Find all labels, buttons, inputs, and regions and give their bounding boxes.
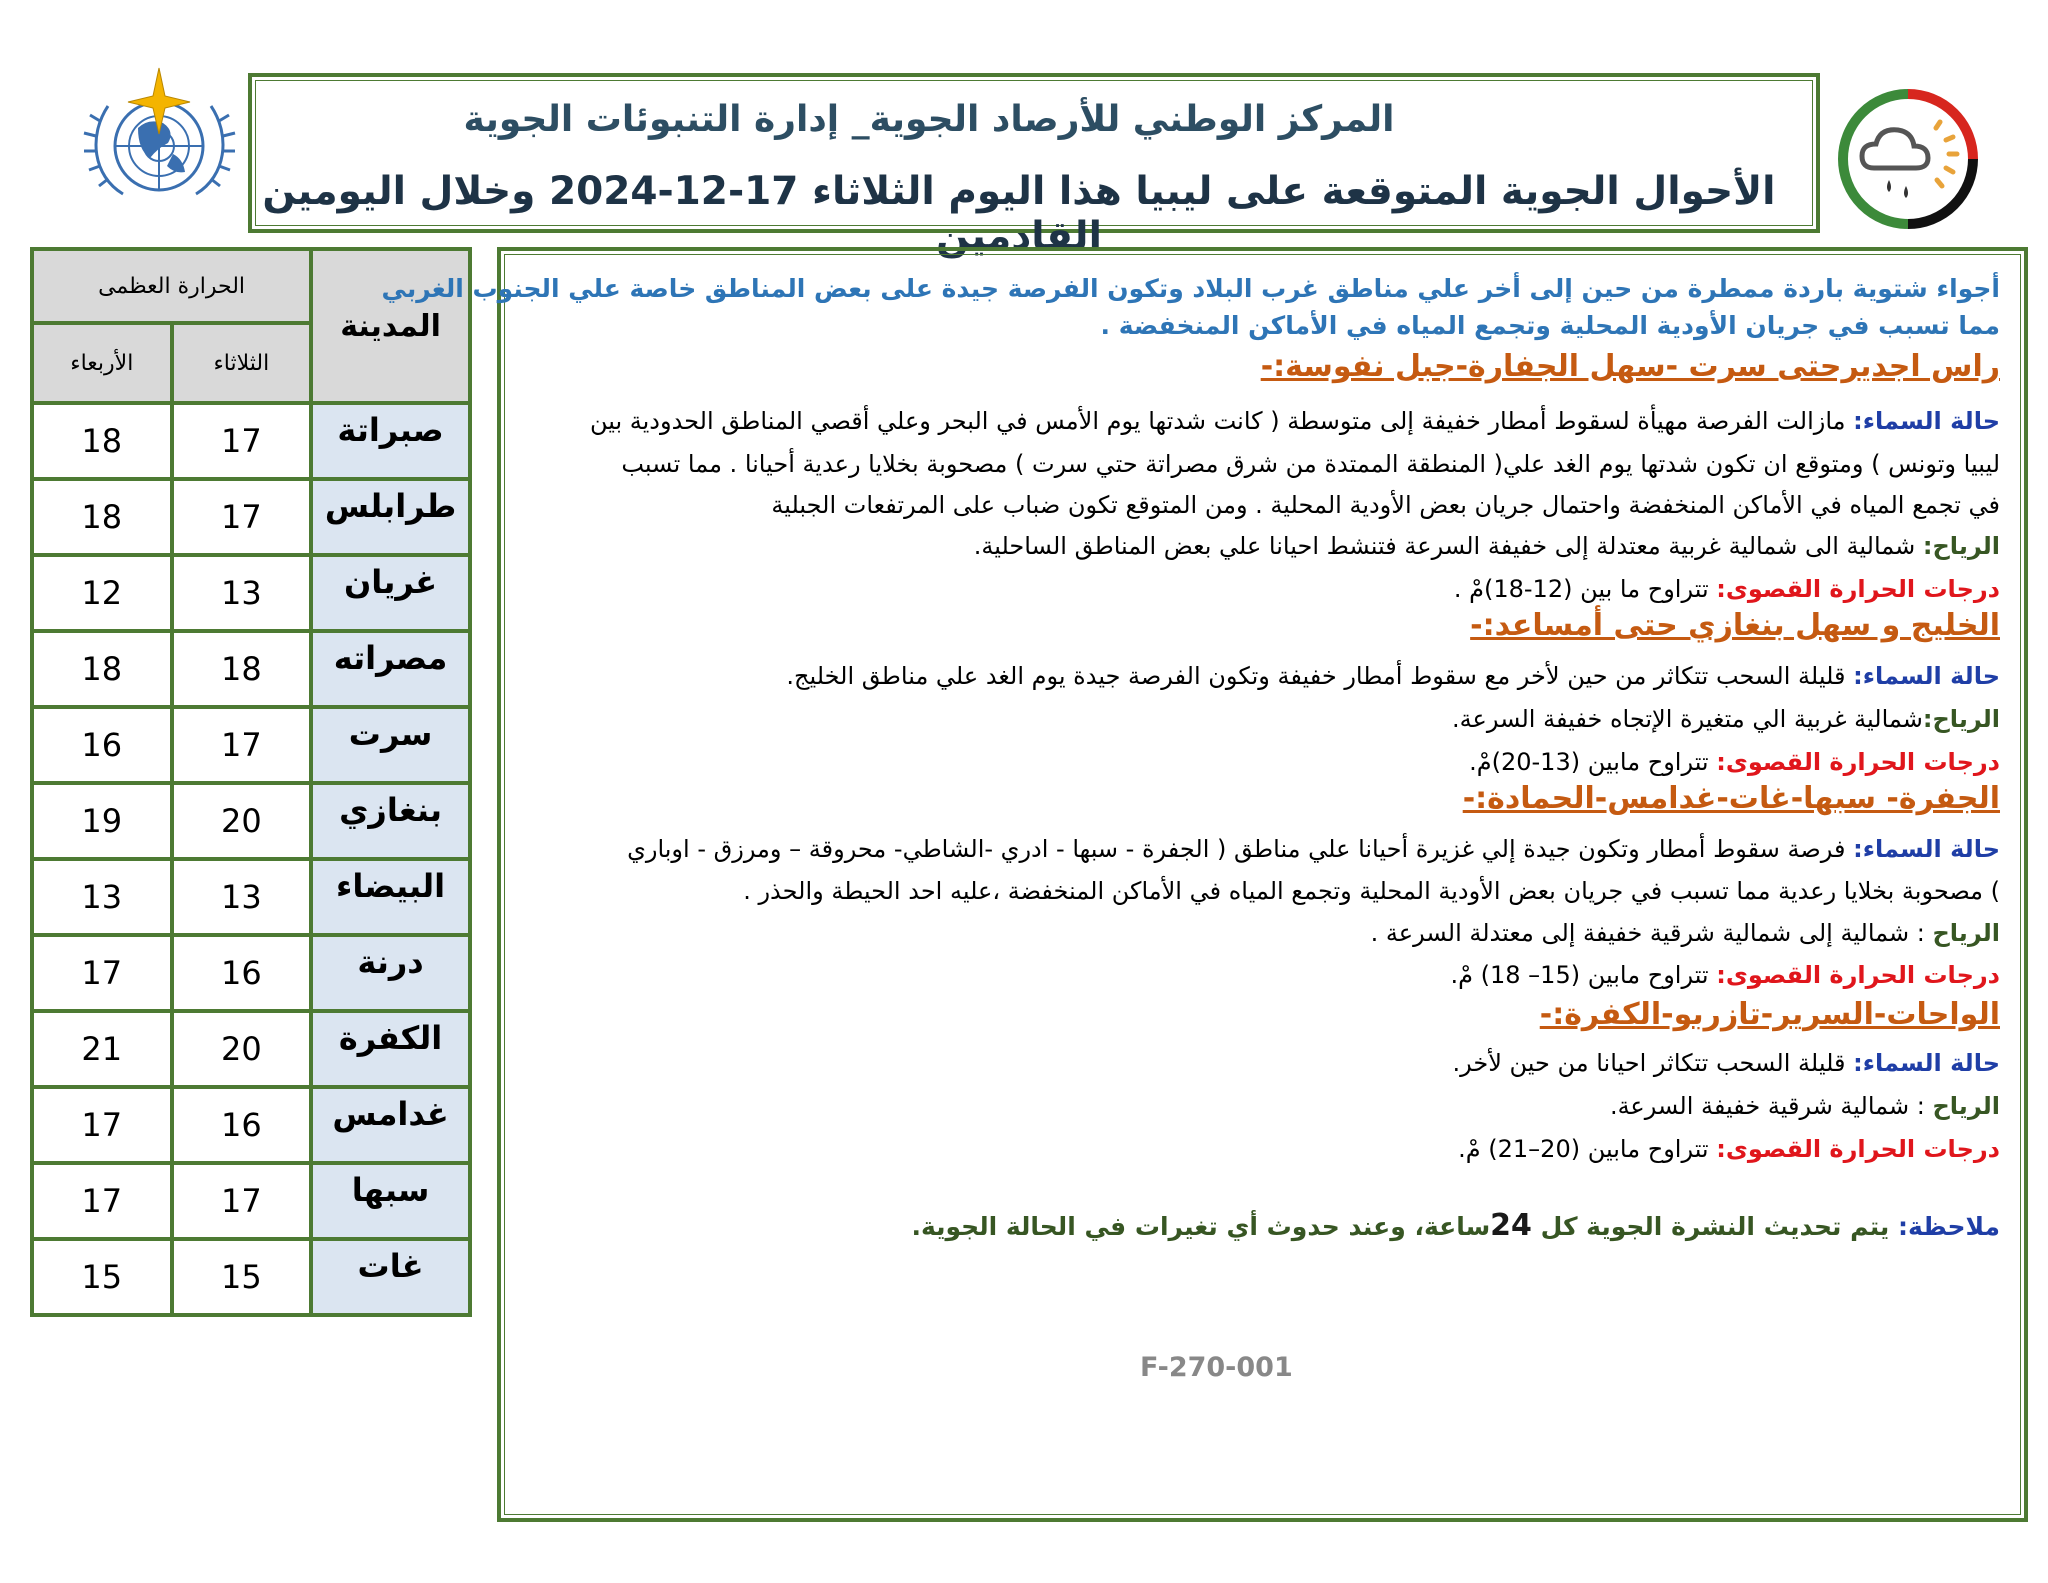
temp-line xyxy=(1454,573,2000,605)
temp-line xyxy=(1469,746,2000,778)
table-row xyxy=(32,555,470,631)
tuesday-temp: 16 xyxy=(172,935,312,1011)
city-name: سرت xyxy=(311,707,470,783)
city-column-header: المدينة xyxy=(311,249,470,403)
table-row xyxy=(32,783,470,859)
wednesday-temp: 15 xyxy=(32,1239,172,1315)
wednesday-temp: 17 xyxy=(32,1163,172,1239)
city-name: غدامس xyxy=(311,1087,470,1163)
wednesday-column-header: الأربعاء xyxy=(32,323,172,403)
table-row xyxy=(32,1087,470,1163)
city-name: غات xyxy=(311,1239,470,1315)
temp-label: درجات الحرارة القصوى: xyxy=(1716,961,2000,989)
tuesday-temp: 17 xyxy=(172,479,312,555)
temp-text: تتراوح مابين (20–21) مْ. xyxy=(1458,1135,1717,1163)
city-name: درنة xyxy=(311,935,470,1011)
wmo-logo-icon xyxy=(78,66,241,201)
wednesday-temp: 17 xyxy=(32,1087,172,1163)
temp-line xyxy=(1458,1133,2000,1165)
tuesday-temp: 20 xyxy=(172,1011,312,1087)
temp-label: درجات الحرارة القصوى: xyxy=(1716,575,2000,603)
sky-text: فرصة سقوط أمطار وتكون جيدة إلي غزيرة أحيانا علي مناطق ( الجفرة - سبها - ادري -الشاطي- محروقة – ومرزق - اوباري xyxy=(627,835,1854,863)
table-row xyxy=(32,1011,470,1087)
note-label: ملاحظة: xyxy=(1898,1212,2000,1241)
wind-line xyxy=(974,530,2000,562)
tuesday-temp: 17 xyxy=(172,1163,312,1239)
wednesday-temp: 18 xyxy=(32,479,172,555)
city-name: بنغازي xyxy=(311,783,470,859)
intro-line: أجواء شتوية باردة ممطرة من حين إلى أخر علي مناطق غرب البلاد وتكون الفرصة جيدة على بعض المناطق خاصة علي الجنوب الغربي xyxy=(381,274,2000,303)
temp-line xyxy=(1451,959,2001,991)
table-row xyxy=(32,479,470,555)
wind-text: : شمالية شرقية خفيفة السرعة. xyxy=(1609,1092,1933,1120)
sky-condition xyxy=(627,833,2000,865)
sky-text: قليلة السحب تتكاثر من حين لأخر مع سقوط أمطار خفيفة وتكون الفرصة جيدة يوم الغد علي مناطق الخليج. xyxy=(786,662,1854,690)
page-title: المركز الوطني للأرصاد الجوية_ إدارة التنبوئات الجوية xyxy=(463,99,1395,140)
sky-text: مازالت الفرصة مهيأة لسقوط أمطار خفيفة إلى متوسطة ( كانت شدتها يوم الأمس في البحر وعلي أقصي المناطق الحدودية بين xyxy=(589,407,1854,435)
cloud-rain-sun-icon xyxy=(1834,88,1982,230)
wednesday-temp: 18 xyxy=(32,631,172,707)
wednesday-temp: 21 xyxy=(32,1011,172,1087)
tuesday-temp: 20 xyxy=(172,783,312,859)
wind-label: الرياح xyxy=(1932,1092,2000,1120)
wind-line xyxy=(1371,917,2000,949)
form-code: F-270-001 xyxy=(1140,1352,1293,1383)
wednesday-temp: 19 xyxy=(32,783,172,859)
table-row xyxy=(32,935,470,1011)
sky-label: حالة السماء: xyxy=(1853,407,2000,435)
wind-label: الرياح: xyxy=(1922,705,2000,733)
wind-label: الرياح: xyxy=(1922,532,2000,560)
region-title: الواحات-السرير-تازربو-الكفرة:- xyxy=(1539,997,2000,1032)
temp-label: درجات الحرارة القصوى: xyxy=(1716,748,2000,776)
city-name: سبها xyxy=(311,1163,470,1239)
sky-condition xyxy=(1452,1047,2000,1079)
max-temperature-table xyxy=(30,247,472,1317)
note-hours: 24 xyxy=(1490,1208,1532,1243)
temp-text: تتراوح مابين (15– 18) مْ. xyxy=(1450,961,1717,989)
table-row xyxy=(32,403,470,479)
header-frame xyxy=(248,73,1820,259)
wind-text: : شمالية إلى شمالية شرقية خفيفة إلى معتدلة السرعة . xyxy=(1370,919,1933,947)
tuesday-temp: 17 xyxy=(172,403,312,479)
sky-condition xyxy=(786,660,2000,692)
note-text: يتم تحديث النشرة الجوية كل xyxy=(1531,1212,1898,1241)
temp-text: تتراوح ما بين (12-18)مْ . xyxy=(1453,575,1717,603)
city-name: صبراتة xyxy=(311,403,470,479)
wednesday-temp: 13 xyxy=(32,859,172,935)
tuesday-column-header: الثلاثاء xyxy=(172,323,312,403)
region-title: الخليج و سهل بنغازي حتى أمساعد:- xyxy=(1470,608,2000,643)
max-temp-header: الحرارة العظمى xyxy=(32,249,311,323)
sky-label: حالة السماء: xyxy=(1853,662,2000,690)
temp-label: درجات الحرارة القصوى: xyxy=(1716,1135,2000,1163)
note-text: ساعة، وعند حدوث أي تغيرات في الحالة الجوية. xyxy=(911,1212,1491,1241)
wednesday-temp: 12 xyxy=(32,555,172,631)
tuesday-temp: 13 xyxy=(172,859,312,935)
table-row xyxy=(32,631,470,707)
table-row xyxy=(32,1163,470,1239)
wind-text: شمالية الى شمالية غربية معتدلة إلى خفيفة السرعة فتنشط احيانا علي بعض المناطق الساحلية. xyxy=(973,532,1923,560)
forecast-subtitle: الأحوال الجوية المتوقعة على ليبيا هذا اليوم الثلاثاء 17-12-2024 وخلال اليومين القادمين xyxy=(262,169,1776,259)
city-name: مصراته xyxy=(311,631,470,707)
tuesday-temp: 18 xyxy=(172,631,312,707)
city-name: الكفرة xyxy=(311,1011,470,1087)
tuesday-temp: 15 xyxy=(172,1239,312,1315)
region-title: الجفرة- سبها-غات-غدامس-الحمادة:- xyxy=(1462,781,2000,816)
sky-text-line: في تجمع المياه في الأماكن المنخفضة واحتمال جريان بعض الأودية المحلية . ومن المتوقع تكون ضباب على المرتفعات الجبلية xyxy=(771,491,2000,519)
tuesday-temp: 13 xyxy=(172,555,312,631)
sky-label: حالة السماء: xyxy=(1853,835,2000,863)
sky-condition xyxy=(590,405,2000,437)
sky-label: حالة السماء: xyxy=(1853,1049,2000,1077)
table-row xyxy=(32,859,470,935)
city-name: غريان xyxy=(311,555,470,631)
city-name: البيضاء xyxy=(311,859,470,935)
city-name: طرابلس xyxy=(311,479,470,555)
table-row xyxy=(32,707,470,783)
wind-text: شمالية غربية الي متغيرة الإتجاه خفيفة السرعة. xyxy=(1452,705,1923,733)
sky-text-line: ) مصحوبة بخلايا رعدية مما تسبب في جريان بعض الأودية المحلية وتجمع المياه في الأماكن المنخفضة ،عليه احد الحيطة والحذر . xyxy=(743,877,2000,905)
region-title: راس اجديرحتى سرت -سهل الجفارة-جبل نفوسة:- xyxy=(1260,349,2000,384)
wednesday-temp: 17 xyxy=(32,935,172,1011)
tuesday-temp: 16 xyxy=(172,1087,312,1163)
wednesday-temp: 18 xyxy=(32,403,172,479)
table-row xyxy=(32,1239,470,1315)
wind-label: الرياح xyxy=(1932,919,2000,947)
update-note xyxy=(911,1210,2000,1243)
wind-line xyxy=(1452,703,2000,735)
temp-text: تتراوح مابين (13-20)مْ. xyxy=(1469,748,1717,776)
tuesday-temp: 17 xyxy=(172,707,312,783)
wind-line xyxy=(1610,1090,2000,1122)
intro-line: مما تسبب في جريان الأودية المحلية وتجمع المياه في الأماكن المنخفضة . xyxy=(1100,311,2000,340)
sky-text: قليلة السحب تتكاثر احيانا من حين لأخر. xyxy=(1452,1049,1854,1077)
sky-text-line: ليبيا وتونس ) ومتوقع ان تكون شدتها يوم الغد علي( المنطقة الممتدة من شرق مصراتة حتي سرت ) مصحوبة بخلايا رعدية أحيانا . مما تسبب xyxy=(621,450,2000,478)
wednesday-temp: 16 xyxy=(32,707,172,783)
